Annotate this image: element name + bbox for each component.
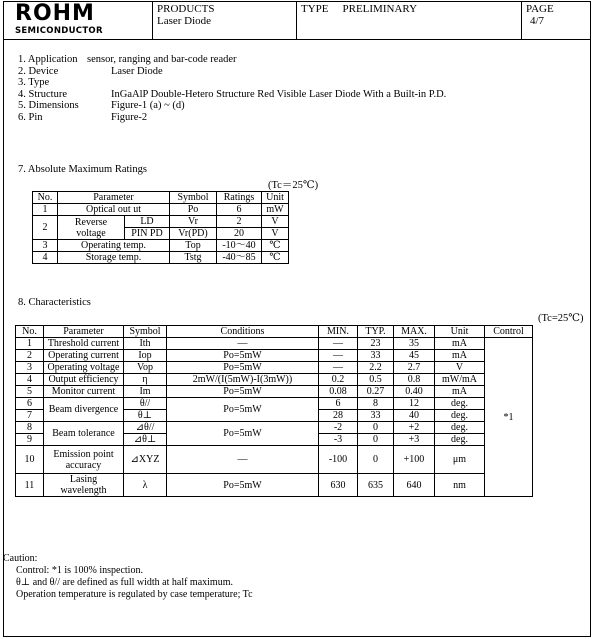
cell-symbol: Po (170, 204, 217, 216)
col-typ: TYP. (358, 326, 394, 338)
cell-max: 2.7 (394, 362, 435, 374)
cell-subparameter: LD (125, 216, 170, 228)
header-page (521, 1, 591, 39)
cell-conditions: Po=5mW (167, 350, 319, 362)
cell-unit: mW (262, 204, 289, 216)
cell-unit: mA (435, 386, 485, 398)
header-products (152, 1, 296, 39)
cell-symbol: ⊿XYZ (124, 446, 167, 474)
products-label: PRODUCTS (157, 3, 215, 15)
cell-min: — (319, 338, 358, 350)
cell-unit: V (262, 216, 289, 228)
cell-typ: 635 (358, 474, 394, 497)
cell-parameter: Emission point accuracy (44, 446, 124, 474)
cell-symbol: Vop (124, 362, 167, 374)
caution-line: θ⊥ and θ// are defined as full width at half maximum. (16, 577, 233, 588)
abs-max-title: 7. Absolute Maximum Ratings (18, 164, 147, 175)
cell-no: 2 (33, 216, 58, 240)
cell-typ: 23 (358, 338, 394, 350)
cell-unit: mA (435, 338, 485, 350)
col-no: No. (16, 326, 44, 338)
info-label: 1. Application (18, 54, 78, 65)
cell-parameter: Operating voltage (44, 362, 124, 374)
cell-parameter: Lasing wavelength (44, 474, 124, 497)
caution-line: Control: *1 is 100% inspection. (16, 565, 143, 576)
info-row (18, 100, 446, 112)
table-row (16, 446, 533, 474)
cell-parameter: Optical out ut (58, 204, 170, 216)
cell-typ: 0 (358, 434, 394, 446)
cell-symbol: Ith (124, 338, 167, 350)
cell-parameter: Beam divergence (44, 398, 124, 422)
cell-unit: μm (435, 446, 485, 474)
cell-parameter: Operating current (44, 350, 124, 362)
table-row (16, 338, 533, 350)
cell-no: 4 (16, 374, 44, 386)
logo-text: ROHM (15, 1, 95, 26)
cell-typ: 0.5 (358, 374, 394, 386)
info-label: 6. Pin (18, 111, 43, 123)
cell-no: 8 (16, 422, 44, 434)
cell-symbol: Top (170, 240, 217, 252)
page-value: 4/7 (530, 15, 545, 27)
cell-unit: V (262, 228, 289, 240)
col-unit: Unit (435, 326, 485, 338)
cell-unit: deg. (435, 434, 485, 446)
cell-symbol: λ (124, 474, 167, 497)
info-value: Figure-2 (111, 111, 148, 123)
table-row (33, 204, 289, 216)
info-row (18, 66, 446, 78)
characteristics-table (15, 325, 533, 497)
cell-symbol: ⊿θ⊥ (124, 434, 167, 446)
col-parameter: Parameter (58, 192, 170, 204)
table-header-row (33, 192, 289, 204)
info-row (18, 112, 446, 124)
cell-unit: deg. (435, 422, 485, 434)
info-value: Figure-1 (a) ~ (d) (111, 100, 185, 111)
abs-max-table (32, 191, 289, 264)
cell-max: 45 (394, 350, 435, 362)
cell-no: 1 (33, 204, 58, 216)
cell-typ: 0.27 (358, 386, 394, 398)
table-row (33, 252, 289, 264)
cell-parameter: Reverse voltage (58, 216, 125, 240)
cell-no: 3 (16, 362, 44, 374)
caution-line: Operation temperature is regulated by case temperature; Tc (16, 589, 253, 600)
cell-max: 640 (394, 474, 435, 497)
cell-conditions: Po=5mW (167, 362, 319, 374)
info-row (18, 89, 446, 101)
table-row (16, 422, 533, 434)
table-row (33, 216, 289, 228)
table-row (16, 474, 533, 497)
cell-conditions: 2mW/(I(5mW)-I(3mW)) (167, 374, 319, 386)
cell-unit: V (435, 362, 485, 374)
table-row (16, 374, 533, 386)
type-label: TYPE (301, 3, 329, 15)
cell-symbol: ⊿θ// (124, 422, 167, 434)
header-type (296, 1, 521, 39)
info-label: 5. Dimensions (18, 100, 79, 111)
general-info (18, 54, 446, 123)
cell-symbol: θ// (124, 398, 167, 410)
col-min: MIN. (319, 326, 358, 338)
cell-max: 0.8 (394, 374, 435, 386)
cell-symbol: Tstg (170, 252, 217, 264)
col-control: Control (485, 326, 533, 338)
cell-max: 0.40 (394, 386, 435, 398)
cell-typ: 33 (358, 350, 394, 362)
cell-unit: deg. (435, 398, 485, 410)
cell-min: -100 (319, 446, 358, 474)
cell-no: 11 (16, 474, 44, 497)
cell-no: 5 (16, 386, 44, 398)
cell-min: -3 (319, 434, 358, 446)
cell-unit: mA (435, 350, 485, 362)
info-value: Laser Diode (111, 65, 163, 77)
caution-title: Caution: (3, 553, 38, 564)
cell-max: 35 (394, 338, 435, 350)
cell-rating: 6 (217, 204, 262, 216)
cell-no: 10 (16, 446, 44, 474)
cell-unit: nm (435, 474, 485, 497)
col-conditions: Conditions (167, 326, 319, 338)
document-header (3, 1, 591, 40)
info-label: 3. Type (18, 77, 50, 88)
col-parameter: Parameter (44, 326, 124, 338)
cell-typ: 8 (358, 398, 394, 410)
cell-typ: 2.2 (358, 362, 394, 374)
cell-no: 9 (16, 434, 44, 446)
cell-unit: ℃ (262, 252, 289, 264)
logo-subtext: SEMICONDUCTOR (15, 26, 103, 36)
rohm-logo (3, 1, 152, 39)
info-label: 4. Structure (18, 88, 67, 100)
cell-max: +2 (394, 422, 435, 434)
cell-unit: mW/mA (435, 374, 485, 386)
cell-typ: 0 (358, 446, 394, 474)
cell-symbol: Vr (170, 216, 217, 228)
cell-min: -2 (319, 422, 358, 434)
cell-conditions: — (167, 338, 319, 350)
table-row (33, 240, 289, 252)
cell-min: — (319, 350, 358, 362)
cell-symbol: θ⊥ (124, 410, 167, 422)
cell-no: 4 (33, 252, 58, 264)
cell-min: 0.08 (319, 386, 358, 398)
info-row (18, 77, 446, 89)
cell-max: 12 (394, 398, 435, 410)
cell-parameter: Threshold current (44, 338, 124, 350)
cell-rating: -40～85 (217, 252, 262, 264)
cell-parameter: Operating temp. (58, 240, 170, 252)
page-label: PAGE (526, 3, 554, 15)
cell-control: *1 (485, 338, 533, 497)
info-value: sensor, ranging and bar-code reader (87, 54, 237, 65)
cell-max: +100 (394, 446, 435, 474)
cell-min: 0.2 (319, 374, 358, 386)
cell-min: 28 (319, 410, 358, 422)
info-value: InGaAlP Double-Hetero Structure Red Visible Laser Diode With a Built-in P.D. (111, 88, 447, 100)
cell-min: 6 (319, 398, 358, 410)
cell-unit: ℃ (262, 240, 289, 252)
col-symbol: Symbol (170, 192, 217, 204)
cell-symbol: Vr(PD) (170, 228, 217, 240)
characteristics-tc-note: (Tc=25℃) (538, 313, 584, 324)
caution-notes (3, 553, 253, 601)
cell-parameter: Output efficiency (44, 374, 124, 386)
info-label: 2. Device (18, 65, 59, 77)
cell-rating: -10～40 (217, 240, 262, 252)
cell-parameter: Beam tolerance (44, 422, 124, 446)
type-value: PRELIMINARY (342, 3, 418, 15)
cell-no: 1 (16, 338, 44, 350)
cell-symbol: Im (124, 386, 167, 398)
cell-conditions: Po=5mW (167, 386, 319, 398)
cell-rating: 20 (217, 228, 262, 240)
cell-parameter: Monitor current (44, 386, 124, 398)
table-row (16, 398, 533, 410)
cell-no: 6 (16, 398, 44, 410)
characteristics-title: 8. Characteristics (18, 297, 91, 308)
table-row (16, 362, 533, 374)
info-row (18, 54, 446, 66)
cell-parameter: Storage temp. (58, 252, 170, 264)
cell-symbol: η (124, 374, 167, 386)
table-header-row (16, 326, 533, 338)
col-symbol: Symbol (124, 326, 167, 338)
products-value: Laser Diode (157, 15, 212, 27)
abs-max-tc-note: (Tc＝25℃) (268, 180, 319, 191)
cell-rating: 2 (217, 216, 262, 228)
col-no: No. (33, 192, 58, 204)
col-ratings: Ratings (217, 192, 262, 204)
cell-conditions: Po=5mW (167, 474, 319, 497)
cell-conditions: — (167, 446, 319, 474)
cell-min: 630 (319, 474, 358, 497)
cell-typ: 33 (358, 410, 394, 422)
cell-no: 7 (16, 410, 44, 422)
cell-typ: 0 (358, 422, 394, 434)
cell-no: 3 (33, 240, 58, 252)
table-row (16, 350, 533, 362)
cell-max: 40 (394, 410, 435, 422)
cell-subparameter: PIN PD (125, 228, 170, 240)
col-max: MAX. (394, 326, 435, 338)
table-row (16, 386, 533, 398)
cell-max: +3 (394, 434, 435, 446)
cell-conditions: Po=5mW (167, 398, 319, 422)
col-unit: Unit (262, 192, 289, 204)
cell-symbol: Iop (124, 350, 167, 362)
cell-min: — (319, 362, 358, 374)
cell-unit: deg. (435, 410, 485, 422)
cell-no: 2 (16, 350, 44, 362)
cell-conditions: Po=5mW (167, 422, 319, 446)
